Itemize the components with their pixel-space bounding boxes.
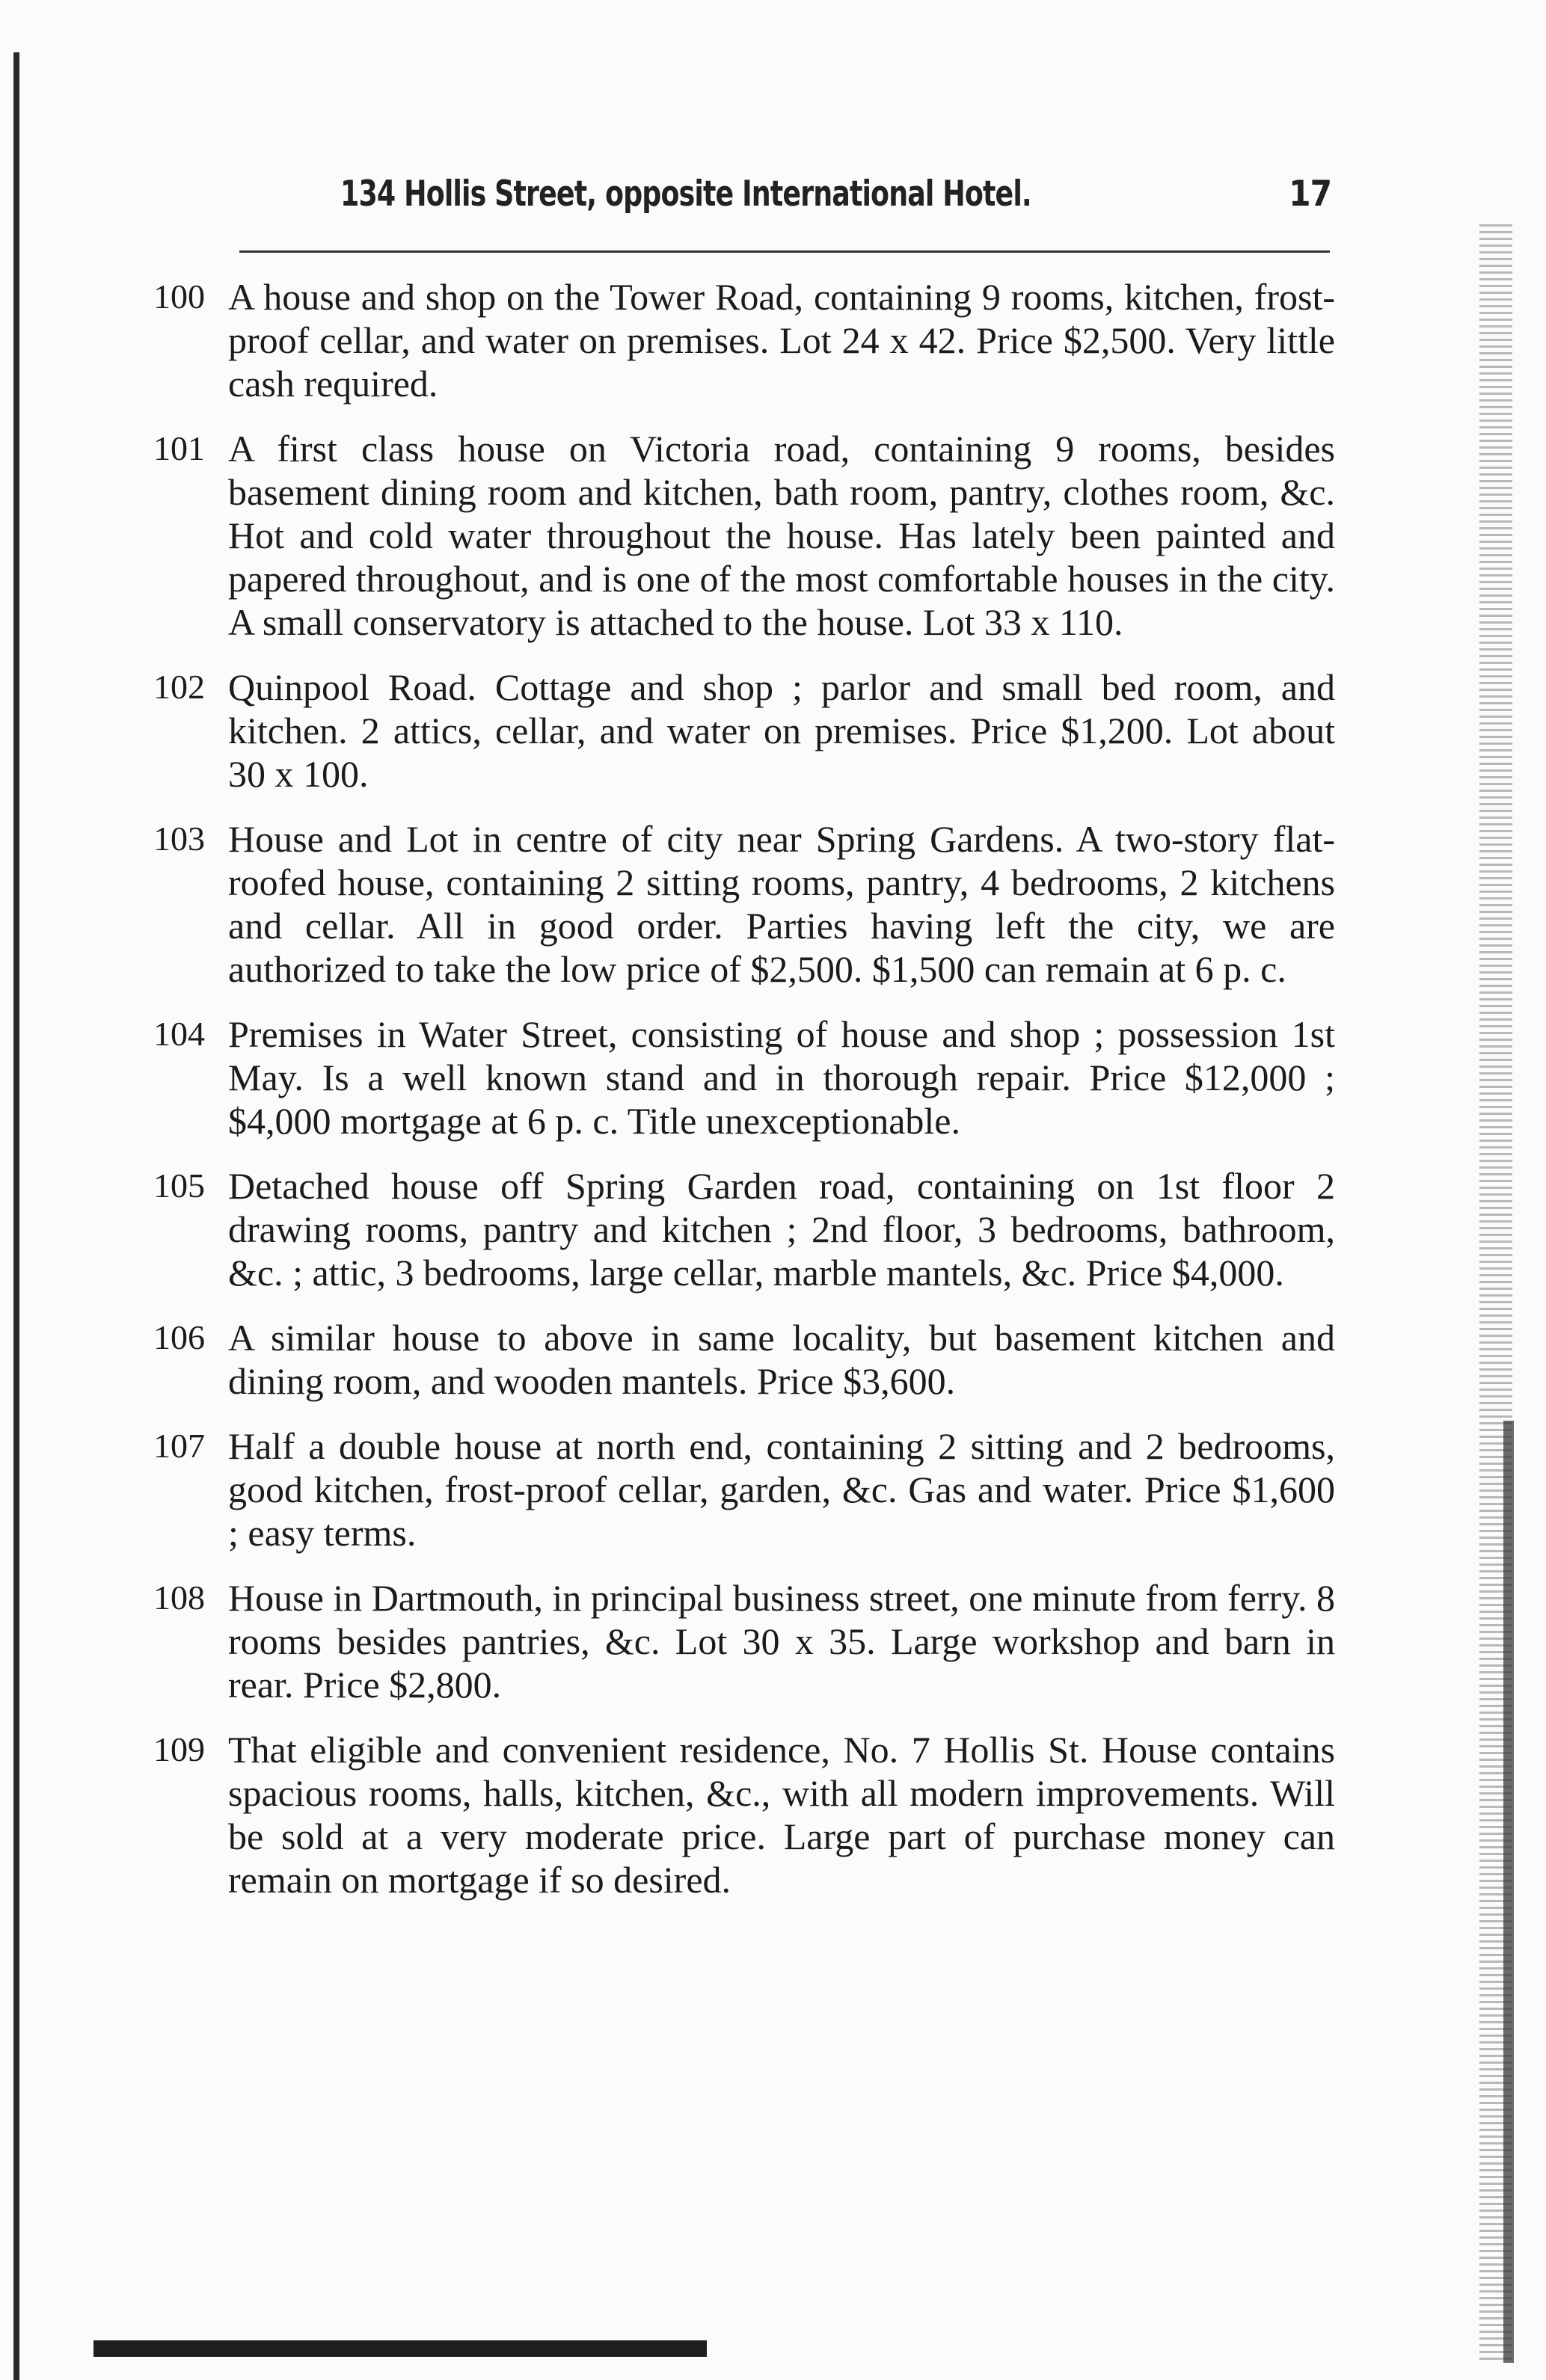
entry-number: 102 [153, 668, 205, 706]
listing-entry [153, 1164, 1335, 1294]
entry-number: 108 [153, 1578, 205, 1617]
listing-entry [153, 275, 1335, 405]
entry-text: That eligible and convenient residence, No. 7 Hollis St. House contains spacious rooms, halls, kitchen, &c., with all modern improvements. Will be sold at a very moderate price. Large part of purchase money can remain on mortgage if so desired. [228, 1729, 1335, 1901]
entry-text: Detached house off Spring Garden road, containing on 1st floor 2 drawing rooms, pantry and kitchen ; 2nd floor, 3 bedrooms, bathroom, &c. ; attic, 3 bedrooms, large cellar, marble mantels, &c. Price $4,000. [228, 1165, 1335, 1294]
listing-entry [153, 427, 1335, 644]
entry-number: 105 [153, 1166, 205, 1205]
entry-number: 100 [153, 277, 205, 316]
entry-number: 109 [153, 1730, 205, 1768]
listing-entry [153, 1316, 1335, 1403]
listing-entries [153, 275, 1335, 1923]
entry-number: 101 [153, 429, 205, 467]
listing-entry [153, 665, 1335, 796]
entry-text: House in Dartmouth, in principal business street, one minute from ferry. 8 rooms besides pantries, &c. Lot 30 x 35. Large workshop and barn in rear. Price $2,800. [228, 1577, 1335, 1706]
entry-number: 107 [153, 1427, 205, 1465]
listing-entry [153, 1576, 1335, 1706]
header-rule [239, 250, 1330, 253]
entry-text: A similar house to above in same locality, but basement kitchen and dining room, and wooden mantels. Price $3,600. [228, 1317, 1335, 1402]
entry-text: House and Lot in centre of city near Spring Gardens. A two-story flat-roofed house, containing 2 sitting rooms, pantry, 4 bedrooms, 2 kitchens and cellar. All in good order. Parties having left the city, we are authorized to take the low price of $2,500. $1,500 can remain at 6 p. c. [228, 818, 1335, 990]
entry-text: Half a double house at north end, containing 2 sitting and 2 bedrooms, good kitchen, frost-proof cellar, garden, &c. Gas and water. Price $1,600 ; easy terms. [228, 1425, 1335, 1554]
entry-number: 104 [153, 1015, 205, 1053]
listing-entry [153, 1012, 1335, 1143]
scan-left-edge [13, 52, 19, 2380]
page-number: 17 [1289, 173, 1331, 215]
entry-number: 103 [153, 820, 205, 858]
listing-entry [153, 1728, 1335, 1901]
entry-text: Quinpool Road. Cottage and shop ; parlor and small bed room, and kitchen. 2 attics, cellar, and water on premises. Price $1,200. Lot about 30 x 100. [228, 666, 1335, 795]
listing-entry [153, 1424, 1335, 1555]
scan-right-binding [1503, 1421, 1514, 2363]
entry-text: Premises in Water Street, consisting of house and shop ; possession 1st May. Is a well known stand and in thorough repair. Price $12,000 ; $4,000 mortgage at 6 p. c. Title unexceptionable. [228, 1013, 1335, 1142]
entry-text: A first class house on Victoria road, containing 9 rooms, besides basement dining room and kitchen, bath room, pantry, clothes room, &c. Hot and cold water throughout the house. Has lately been painted and papered throughout, and is one of the most comfortable houses in the city. A small conservatory is attached to the house. Lot 33 x 110. [228, 428, 1335, 643]
scan-bottom-edge [93, 2340, 707, 2357]
entry-text: A house and shop on the Tower Road, containing 9 rooms, kitchen, frost-proof cellar, and water on premises. Lot 24 x 42. Price $2,500. Very little cash required. [228, 276, 1335, 405]
entry-number: 106 [153, 1318, 205, 1356]
running-head-title: 134 Hollis Street, opposite International Hotel. [340, 173, 1031, 215]
listing-entry [153, 817, 1335, 991]
